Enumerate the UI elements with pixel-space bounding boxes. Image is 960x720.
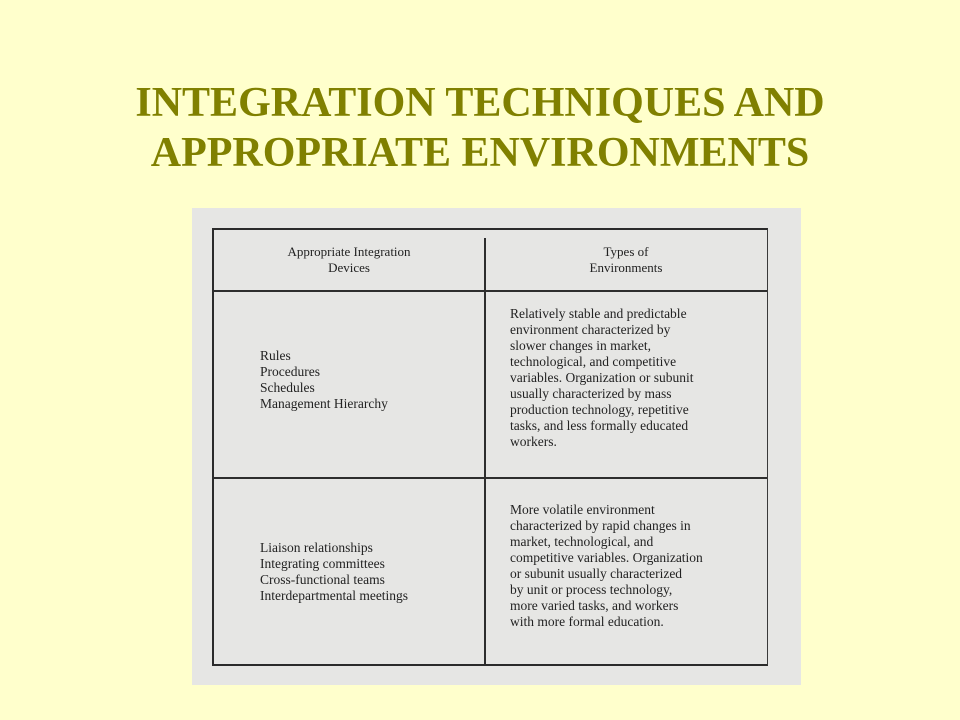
- device-item: Liaison relationships: [260, 540, 373, 555]
- environment-description-stable: [510, 306, 775, 450]
- device-item: Interdepartmental meetings: [260, 588, 409, 603]
- slide-title: [0, 78, 960, 178]
- environment-line: usually characterized by mass: [510, 386, 672, 401]
- environment-line: environment characterized by: [510, 322, 671, 337]
- device-item: Integrating committees: [260, 556, 385, 571]
- environment-line: by unit or process technology,: [510, 582, 673, 597]
- environment-line: or subunit usually characterized: [510, 566, 683, 581]
- environment-line: competitive variables. Organization: [510, 550, 703, 565]
- device-item: Schedules: [260, 380, 315, 395]
- header-environments-line-1: Types of: [603, 244, 649, 259]
- environment-line: market, technological, and: [510, 534, 654, 549]
- row-divider: [214, 477, 767, 479]
- header-devices-line-1: Appropriate Integration: [287, 244, 411, 259]
- slide-title-line-2: APPROPRIATE ENVIRONMENTS: [150, 130, 810, 176]
- header-devices-line-2: Devices: [328, 260, 370, 275]
- environment-line: technological, and competitive: [510, 354, 677, 369]
- environment-line: Relatively stable and predictable: [510, 306, 687, 321]
- devices-list-stable: [260, 348, 475, 412]
- environment-line: slower changes in market,: [510, 338, 651, 353]
- environment-line: production technology, repetitive: [510, 402, 689, 417]
- environment-line: characterized by rapid changes in: [510, 518, 691, 533]
- devices-list-volatile: [260, 540, 475, 604]
- scanned-table-image: [192, 208, 801, 685]
- environment-description-volatile: [510, 502, 775, 630]
- environment-line: variables. Organization or subunit: [510, 370, 694, 385]
- environment-line: More volatile environment: [510, 502, 655, 517]
- header-environments: [496, 244, 756, 276]
- device-item: Cross-functional teams: [260, 572, 385, 587]
- header-environments-line-2: Environments: [589, 260, 663, 275]
- header-devices: [224, 244, 474, 276]
- environment-line: workers.: [510, 434, 557, 449]
- environment-line: tasks, and less formally educated: [510, 418, 689, 433]
- device-item: Procedures: [260, 364, 320, 379]
- environment-line: with more formal education.: [510, 614, 664, 629]
- column-divider: [484, 238, 486, 664]
- integration-table: [212, 228, 768, 666]
- environment-line: more varied tasks, and workers: [510, 598, 679, 613]
- device-item: Rules: [260, 348, 291, 363]
- header-divider: [214, 290, 767, 292]
- slide-title-line-1: INTEGRATION TECHNIQUES AND: [135, 80, 825, 126]
- device-item: Management Hierarchy: [260, 396, 388, 411]
